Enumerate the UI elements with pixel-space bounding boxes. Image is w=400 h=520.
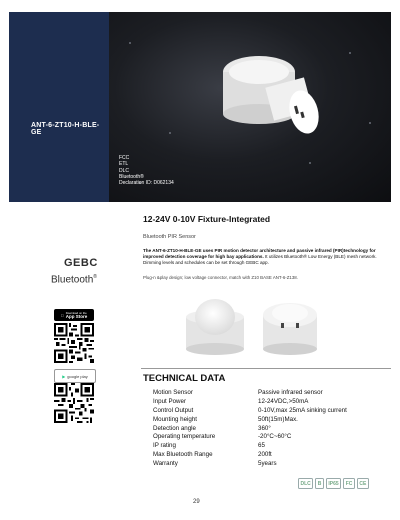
fcc-icon: FC — [343, 478, 355, 489]
sensor-side-image — [255, 295, 325, 357]
registered-mark: ® — [93, 274, 97, 280]
plug-and-play-note: Plug-n &play design; low voltage connector, match with Z10 BASE ANT-6-Z138. — [143, 275, 298, 280]
certification-list — [119, 155, 174, 186]
spec-row — [153, 442, 383, 451]
gebc-logo: GEBC — [64, 257, 98, 269]
spec-value: 50ft(15m)Max. — [258, 415, 298, 423]
cert-bluetooth: Bluetooth® — [119, 173, 144, 180]
spec-key: Operating temperature — [153, 433, 216, 441]
cert-fcc: FCC — [119, 155, 130, 161]
spec-value: Passive infrared sensor — [258, 389, 323, 396]
product-subtitle: Bluetooth PIR Sensor — [143, 234, 196, 240]
spec-value: 12-24VDC,>50mA — [258, 397, 309, 405]
spec-key: Control Output — [153, 406, 194, 414]
cert-dlc: DLC — [119, 167, 130, 174]
spec-value: -20°C~60°C — [258, 433, 292, 441]
hero-product-photo — [109, 12, 391, 202]
spec-row — [153, 433, 383, 442]
spec-value: 65 — [258, 442, 265, 450]
app-store-label: App Store — [64, 314, 86, 319]
google-play-badge[interactable] — [54, 369, 96, 383]
spec-key: Mounting height — [153, 415, 198, 423]
spec-value: 0-10V,max 25mA sinking current — [258, 406, 347, 414]
spec-value: 360° — [258, 424, 271, 432]
app-store-small-text: Download on the — [64, 311, 86, 315]
spec-key: IP rating — [153, 442, 176, 450]
spec-key: Input Power — [153, 397, 187, 405]
spec-row — [153, 398, 383, 407]
spec-row — [153, 389, 383, 398]
google-play-qr-code — [54, 383, 94, 423]
technical-data-title: TECHNICAL DATA — [143, 373, 226, 384]
spec-value: 200ft — [258, 451, 272, 459]
spec-row — [153, 425, 383, 434]
model-number: ANT-6-ZT10-H-BLE-GE — [31, 122, 100, 136]
spec-row — [153, 407, 383, 416]
app-store-qr-code — [54, 323, 94, 363]
sensor-render — [209, 52, 339, 162]
app-store-badge[interactable] — [54, 309, 94, 321]
play-icon: ▶ — [62, 373, 66, 379]
spec-key: Max Bluetooth Range — [153, 451, 213, 459]
google-play-label: google play — [67, 373, 88, 379]
cert-etl: ETL — [119, 161, 129, 168]
spec-key: Detection angle — [153, 424, 196, 432]
ip65-icon: IP65 — [326, 478, 341, 489]
spec-value: 5years — [258, 460, 277, 468]
spec-key: Motion Sensor — [153, 389, 193, 396]
certification-icons — [298, 478, 369, 489]
cert-declaration: Declaration ID: D062134 — [119, 180, 174, 187]
spec-row — [153, 416, 383, 425]
spec-table — [153, 389, 383, 469]
apple-icon — [61, 313, 64, 318]
description-rest: It utilizes Bluetooth® Low Energy (BLE) mesh network. Dimming levels and schedules can be set through GEBC app. — [143, 254, 377, 265]
bluetooth-icon: B — [315, 478, 324, 489]
product-title: 12-24V 0-10V Fixture-Integrated — [143, 214, 271, 224]
bluetooth-logo — [51, 274, 97, 285]
tech-divider — [141, 368, 391, 369]
page-number: 29 — [193, 499, 200, 505]
spec-row — [153, 460, 383, 469]
description-bold: The ANT-6-ZT10-H-BLE-GE uses PIR motion detector architecture and passive infrared (PIR)technology for improved detection coverage for high bay applications. — [143, 248, 376, 259]
spec-row — [153, 451, 383, 460]
spec-key: Warranty — [153, 460, 178, 468]
dlc-icon: DLC — [298, 478, 313, 489]
ce-icon: CE — [357, 478, 369, 489]
description-paragraph — [143, 248, 388, 266]
sensor-front-image — [180, 295, 250, 357]
hero-left-panel — [9, 12, 109, 202]
bluetooth-wordmark: Bluetooth — [51, 274, 94, 286]
